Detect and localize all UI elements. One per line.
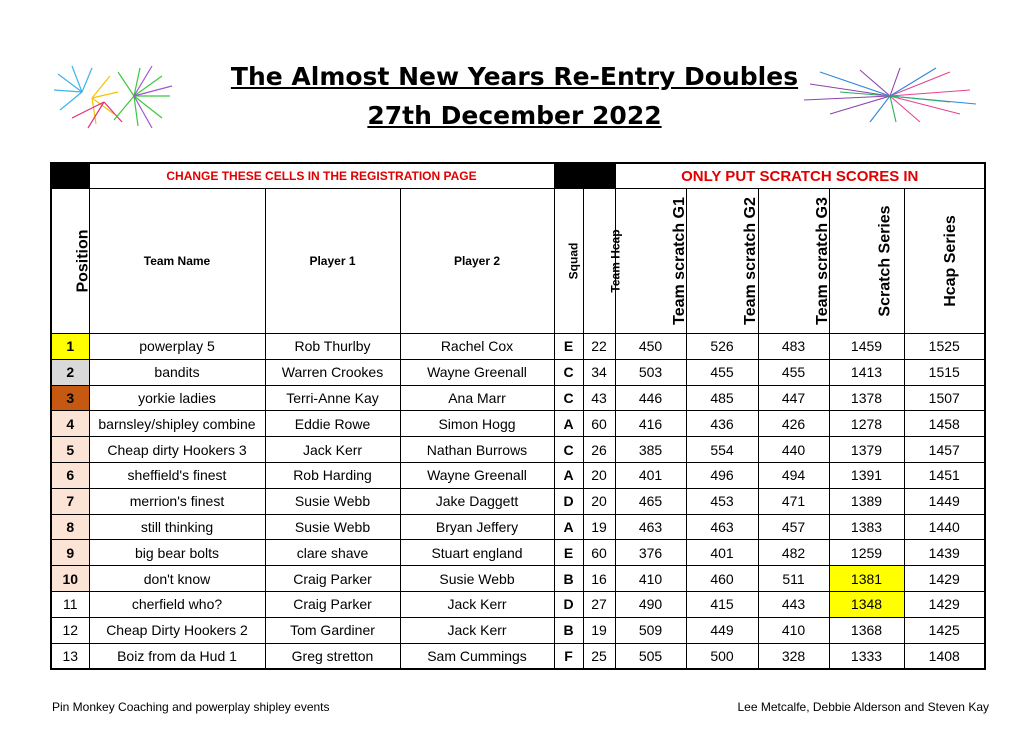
position-cell: 6 [51, 462, 89, 488]
position-cell: 5 [51, 437, 89, 463]
player2-cell: Wayne Greenall [400, 359, 554, 385]
table-row [51, 514, 985, 540]
scratch-series-cell: 1389 [829, 488, 904, 514]
squad-cell: C [554, 385, 583, 411]
g3-score-cell: 483 [758, 334, 829, 360]
position-cell: 13 [51, 643, 89, 669]
player1-cell: Craig Parker [265, 591, 400, 617]
hcap-series-cell: 1425 [904, 617, 985, 643]
table-row [51, 591, 985, 617]
g3-score-cell: 410 [758, 617, 829, 643]
header-hcap-series: Hcap Series [904, 189, 985, 334]
header-squad: Squad [554, 189, 583, 334]
results-body [51, 334, 985, 670]
g2-score-cell: 526 [686, 334, 758, 360]
g2-score-cell: 455 [686, 359, 758, 385]
scratch-banner: ONLY PUT SCRATCH SCORES IN [615, 163, 985, 189]
team-name-cell: powerplay 5 [89, 334, 265, 360]
table-row [51, 540, 985, 566]
hcap-series-cell: 1439 [904, 540, 985, 566]
g1-score-cell: 410 [615, 566, 686, 592]
g1-score-cell: 376 [615, 540, 686, 566]
player1-cell: Jack Kerr [265, 437, 400, 463]
table-row [51, 385, 985, 411]
player1-cell: Tom Gardiner [265, 617, 400, 643]
scratch-series-cell: 1379 [829, 437, 904, 463]
hcap-series-cell: 1458 [904, 411, 985, 437]
team-hcap-cell: 20 [583, 488, 615, 514]
team-hcap-cell: 19 [583, 514, 615, 540]
team-name-cell: bandits [89, 359, 265, 385]
g3-score-cell: 494 [758, 462, 829, 488]
team-hcap-cell: 25 [583, 643, 615, 669]
scratch-series-cell: 1378 [829, 385, 904, 411]
g2-score-cell: 449 [686, 617, 758, 643]
registration-banner: CHANGE THESE CELLS IN THE REGISTRATION PAGE [89, 163, 554, 189]
squad-cell: D [554, 488, 583, 514]
footer-credits: Lee Metcalfe, Debbie Alderson and Steven Kay [737, 700, 989, 714]
g2-score-cell: 453 [686, 488, 758, 514]
team-hcap-cell: 20 [583, 462, 615, 488]
header-team-hcap: Team Hcap [583, 189, 615, 334]
team-name-cell: Boiz from da Hud 1 [89, 643, 265, 669]
banner-black-cell [51, 163, 89, 189]
player1-cell: Rob Harding [265, 462, 400, 488]
squad-cell: F [554, 643, 583, 669]
hcap-series-cell: 1408 [904, 643, 985, 669]
g1-score-cell: 465 [615, 488, 686, 514]
g2-score-cell: 415 [686, 591, 758, 617]
g1-score-cell: 416 [615, 411, 686, 437]
player1-cell: Terri-Anne Kay [265, 385, 400, 411]
scratch-series-cell: 1459 [829, 334, 904, 360]
results-table [50, 162, 986, 670]
g2-score-cell: 554 [686, 437, 758, 463]
team-name-cell: Cheap dirty Hookers 3 [89, 437, 265, 463]
team-hcap-cell: 27 [583, 591, 615, 617]
player2-cell: Nathan Burrows [400, 437, 554, 463]
scratch-series-cell: 1413 [829, 359, 904, 385]
g3-score-cell: 482 [758, 540, 829, 566]
hcap-series-cell: 1429 [904, 591, 985, 617]
position-cell: 11 [51, 591, 89, 617]
player1-cell: Eddie Rowe [265, 411, 400, 437]
g2-score-cell: 401 [686, 540, 758, 566]
header-team-name: Team Name [89, 189, 265, 334]
squad-cell: C [554, 359, 583, 385]
hcap-series-cell: 1525 [904, 334, 985, 360]
player1-cell: Warren Crookes [265, 359, 400, 385]
g1-score-cell: 490 [615, 591, 686, 617]
player1-cell: Craig Parker [265, 566, 400, 592]
scratch-series-cell: 1368 [829, 617, 904, 643]
squad-cell: E [554, 334, 583, 360]
team-hcap-cell: 43 [583, 385, 615, 411]
player1-cell: Rob Thurlby [265, 334, 400, 360]
table-row [51, 334, 985, 360]
g3-score-cell: 455 [758, 359, 829, 385]
g2-score-cell: 436 [686, 411, 758, 437]
g1-score-cell: 450 [615, 334, 686, 360]
g3-score-cell: 511 [758, 566, 829, 592]
player2-cell: Wayne Greenall [400, 462, 554, 488]
player2-cell: Simon Hogg [400, 411, 554, 437]
squad-cell: A [554, 514, 583, 540]
squad-cell: B [554, 566, 583, 592]
g1-score-cell: 463 [615, 514, 686, 540]
scratch-series-cell: 1391 [829, 462, 904, 488]
squad-cell: E [554, 540, 583, 566]
g2-score-cell: 463 [686, 514, 758, 540]
team-hcap-cell: 16 [583, 566, 615, 592]
table-row [51, 411, 985, 437]
team-name-cell: big bear bolts [89, 540, 265, 566]
g1-score-cell: 446 [615, 385, 686, 411]
header-position: Position [51, 189, 89, 334]
table-row [51, 566, 985, 592]
player1-cell: clare shave [265, 540, 400, 566]
player1-cell: Greg stretton [265, 643, 400, 669]
team-hcap-cell: 19 [583, 617, 615, 643]
squad-cell: C [554, 437, 583, 463]
g2-score-cell: 460 [686, 566, 758, 592]
team-name-cell: yorkie ladies [89, 385, 265, 411]
player2-cell: Sam Cummings [400, 643, 554, 669]
scratch-series-cell: 1259 [829, 540, 904, 566]
squad-cell: A [554, 462, 583, 488]
player2-cell: Jack Kerr [400, 617, 554, 643]
hcap-series-cell: 1507 [904, 385, 985, 411]
position-cell: 9 [51, 540, 89, 566]
g3-score-cell: 447 [758, 385, 829, 411]
team-name-cell: don't know [89, 566, 265, 592]
table-row [51, 359, 985, 385]
g2-score-cell: 496 [686, 462, 758, 488]
g3-score-cell: 443 [758, 591, 829, 617]
player1-cell: Susie Webb [265, 488, 400, 514]
player2-cell: Jake Daggett [400, 488, 554, 514]
position-cell: 8 [51, 514, 89, 540]
player2-cell: Stuart england [400, 540, 554, 566]
position-cell: 7 [51, 488, 89, 514]
g3-score-cell: 426 [758, 411, 829, 437]
team-name-cell: Cheap Dirty Hookers 2 [89, 617, 265, 643]
page-title: The Almost New Years Re-Entry Doubles [230, 62, 799, 91]
g1-score-cell: 509 [615, 617, 686, 643]
team-name-cell: still thinking [89, 514, 265, 540]
header-player1: Player 1 [265, 189, 400, 334]
hcap-series-cell: 1429 [904, 566, 985, 592]
hcap-series-cell: 1457 [904, 437, 985, 463]
table-row [51, 643, 985, 669]
squad-cell: A [554, 411, 583, 437]
banner-black-cell [554, 163, 615, 189]
position-cell: 12 [51, 617, 89, 643]
hcap-series-cell: 1440 [904, 514, 985, 540]
team-hcap-cell: 60 [583, 411, 615, 437]
team-hcap-cell: 22 [583, 334, 615, 360]
squad-cell: D [554, 591, 583, 617]
scratch-series-cell: 1348 [829, 591, 904, 617]
scratch-series-cell: 1278 [829, 411, 904, 437]
event-date: 27th December 2022 [367, 101, 662, 130]
scratch-series-cell: 1381 [829, 566, 904, 592]
header-row [51, 189, 985, 334]
position-cell: 10 [51, 566, 89, 592]
team-hcap-cell: 60 [583, 540, 615, 566]
scratch-series-cell: 1383 [829, 514, 904, 540]
header-player2: Player 2 [400, 189, 554, 334]
g3-score-cell: 328 [758, 643, 829, 669]
player2-cell: Ana Marr [400, 385, 554, 411]
header-g2: Team scratch G2 [686, 189, 758, 334]
squad-cell: B [554, 617, 583, 643]
team-name-cell: sheffield's finest [89, 462, 265, 488]
header-scratch-series: Scratch Series [829, 189, 904, 334]
hcap-series-cell: 1515 [904, 359, 985, 385]
g3-score-cell: 471 [758, 488, 829, 514]
team-name-cell: barnsley/shipley combine [89, 411, 265, 437]
g2-score-cell: 485 [686, 385, 758, 411]
banner-row [51, 163, 985, 189]
position-cell: 4 [51, 411, 89, 437]
table-row [51, 462, 985, 488]
team-name-cell: merrion's finest [89, 488, 265, 514]
scratch-series-cell: 1333 [829, 643, 904, 669]
team-hcap-cell: 34 [583, 359, 615, 385]
player2-cell: Susie Webb [400, 566, 554, 592]
footer-organiser: Pin Monkey Coaching and powerplay shipley events [52, 700, 330, 714]
team-hcap-cell: 26 [583, 437, 615, 463]
player2-cell: Jack Kerr [400, 591, 554, 617]
table-row [51, 437, 985, 463]
g2-score-cell: 500 [686, 643, 758, 669]
position-cell: 2 [51, 359, 89, 385]
table-row [51, 617, 985, 643]
header-g3: Team scratch G3 [758, 189, 829, 334]
position-cell: 3 [51, 385, 89, 411]
g3-score-cell: 440 [758, 437, 829, 463]
player2-cell: Rachel Cox [400, 334, 554, 360]
g3-score-cell: 457 [758, 514, 829, 540]
g1-score-cell: 401 [615, 462, 686, 488]
header-g1: Team scratch G1 [615, 189, 686, 334]
table-row [51, 488, 985, 514]
team-name-cell: cherfield who? [89, 591, 265, 617]
player2-cell: Bryan Jeffery [400, 514, 554, 540]
position-cell: 1 [51, 334, 89, 360]
hcap-series-cell: 1449 [904, 488, 985, 514]
g1-score-cell: 385 [615, 437, 686, 463]
player1-cell: Susie Webb [265, 514, 400, 540]
g1-score-cell: 503 [615, 359, 686, 385]
hcap-series-cell: 1451 [904, 462, 985, 488]
g1-score-cell: 505 [615, 643, 686, 669]
